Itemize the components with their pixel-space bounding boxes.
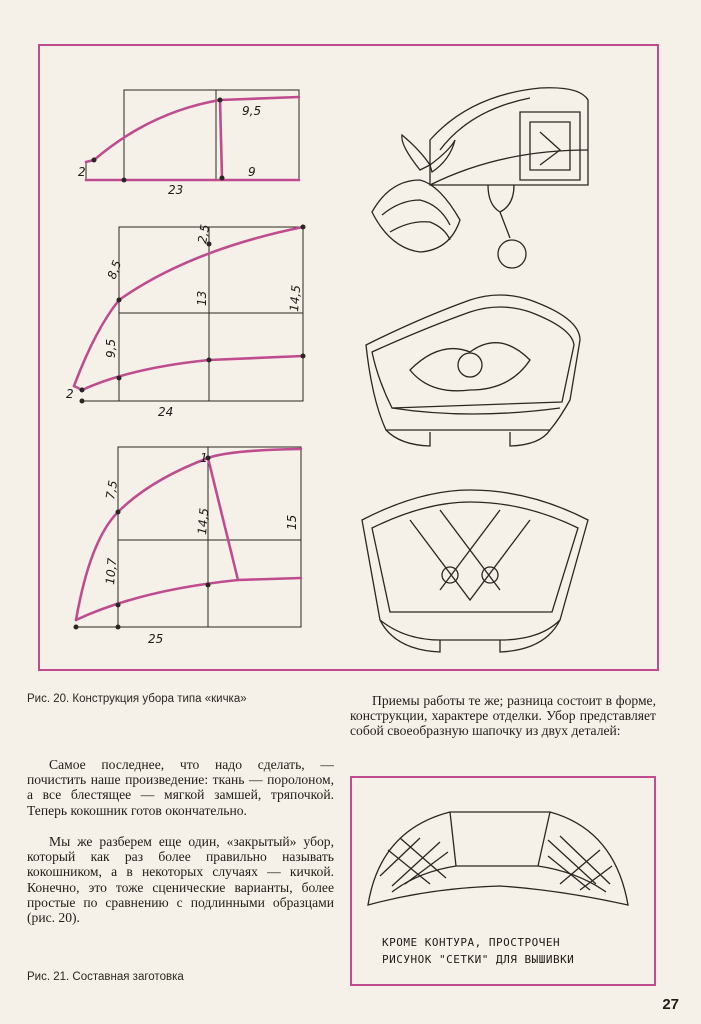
p2-width-label: 24	[158, 405, 174, 419]
kichka-illustration	[372, 88, 588, 268]
p2-lower-left-label: 9,5	[104, 338, 118, 358]
page-number: 27	[662, 996, 679, 1013]
right-paragraph: Приемы работы те же; разница состоит в форме, конструкции, характере отделки. Убор представляет собой своеобразную шапочку из двух деталей:	[350, 693, 656, 739]
p1-bottom-label: 9	[248, 165, 256, 179]
p1-side-label: 2	[78, 165, 86, 179]
p2-top-label: 2,5	[195, 223, 213, 245]
pattern-1-outline	[86, 97, 299, 180]
pattern-3	[76, 447, 301, 627]
figure-21-note-line-1: КРОМЕ КОНТУРА, ПРОСТРОЧЕН	[382, 936, 561, 949]
p3-top-label: 1	[200, 451, 208, 465]
p2-upper-left-label: 8,5	[104, 258, 125, 282]
figure-21-note-line-2: РИСУНОК "СЕТКИ" ДЛЯ ВЫШИВКИ	[382, 953, 575, 966]
pattern-2-dots	[80, 225, 306, 404]
pattern-3-outline	[76, 449, 301, 620]
figure-21-caption: Рис. 21. Составная заготовка	[27, 971, 184, 983]
p3-middle-label: 14,5	[195, 507, 212, 536]
p2-side-label: 2	[66, 387, 74, 401]
pattern-1	[86, 90, 299, 180]
p1-width-label: 23	[168, 183, 184, 197]
left-paragraph-2: Мы же разберем еще один, «закрытый» убор, который как раз более правильно называть кокошником, а в некоторых случаях — кичкой. Конечно, это тоже сценические варианты, более простые по сравнению с подлинными образцами (рис. 20).	[27, 834, 334, 926]
p1-top-label: 9,5	[242, 104, 262, 118]
pattern-2-outline	[74, 227, 303, 390]
figure-20-caption: Рис. 20. Конструкция убора типа «кичка»	[27, 693, 247, 705]
p2-right-label: 14,5	[287, 284, 304, 313]
p3-width-label: 25	[148, 632, 164, 646]
pattern-2	[82, 227, 303, 401]
left-paragraph-1: Самое последнее, что надо сделать, — почистить наше произведение: ткань — поролоном, а все блестящее — мягкой замшей, тряпочкой. Теперь кокошник готов окончательно.	[27, 757, 334, 818]
pattern-1-dots	[92, 98, 225, 183]
pattern-3-dots	[74, 456, 211, 630]
p3-right-label: 15	[285, 514, 299, 530]
kokoshnik-front	[366, 295, 580, 446]
kokoshnik-geometric	[362, 490, 588, 652]
p3-lower-left-label: 10,7	[103, 557, 120, 586]
p3-upper-left-label: 7,5	[103, 479, 121, 501]
p2-middle-label: 13	[195, 290, 209, 306]
